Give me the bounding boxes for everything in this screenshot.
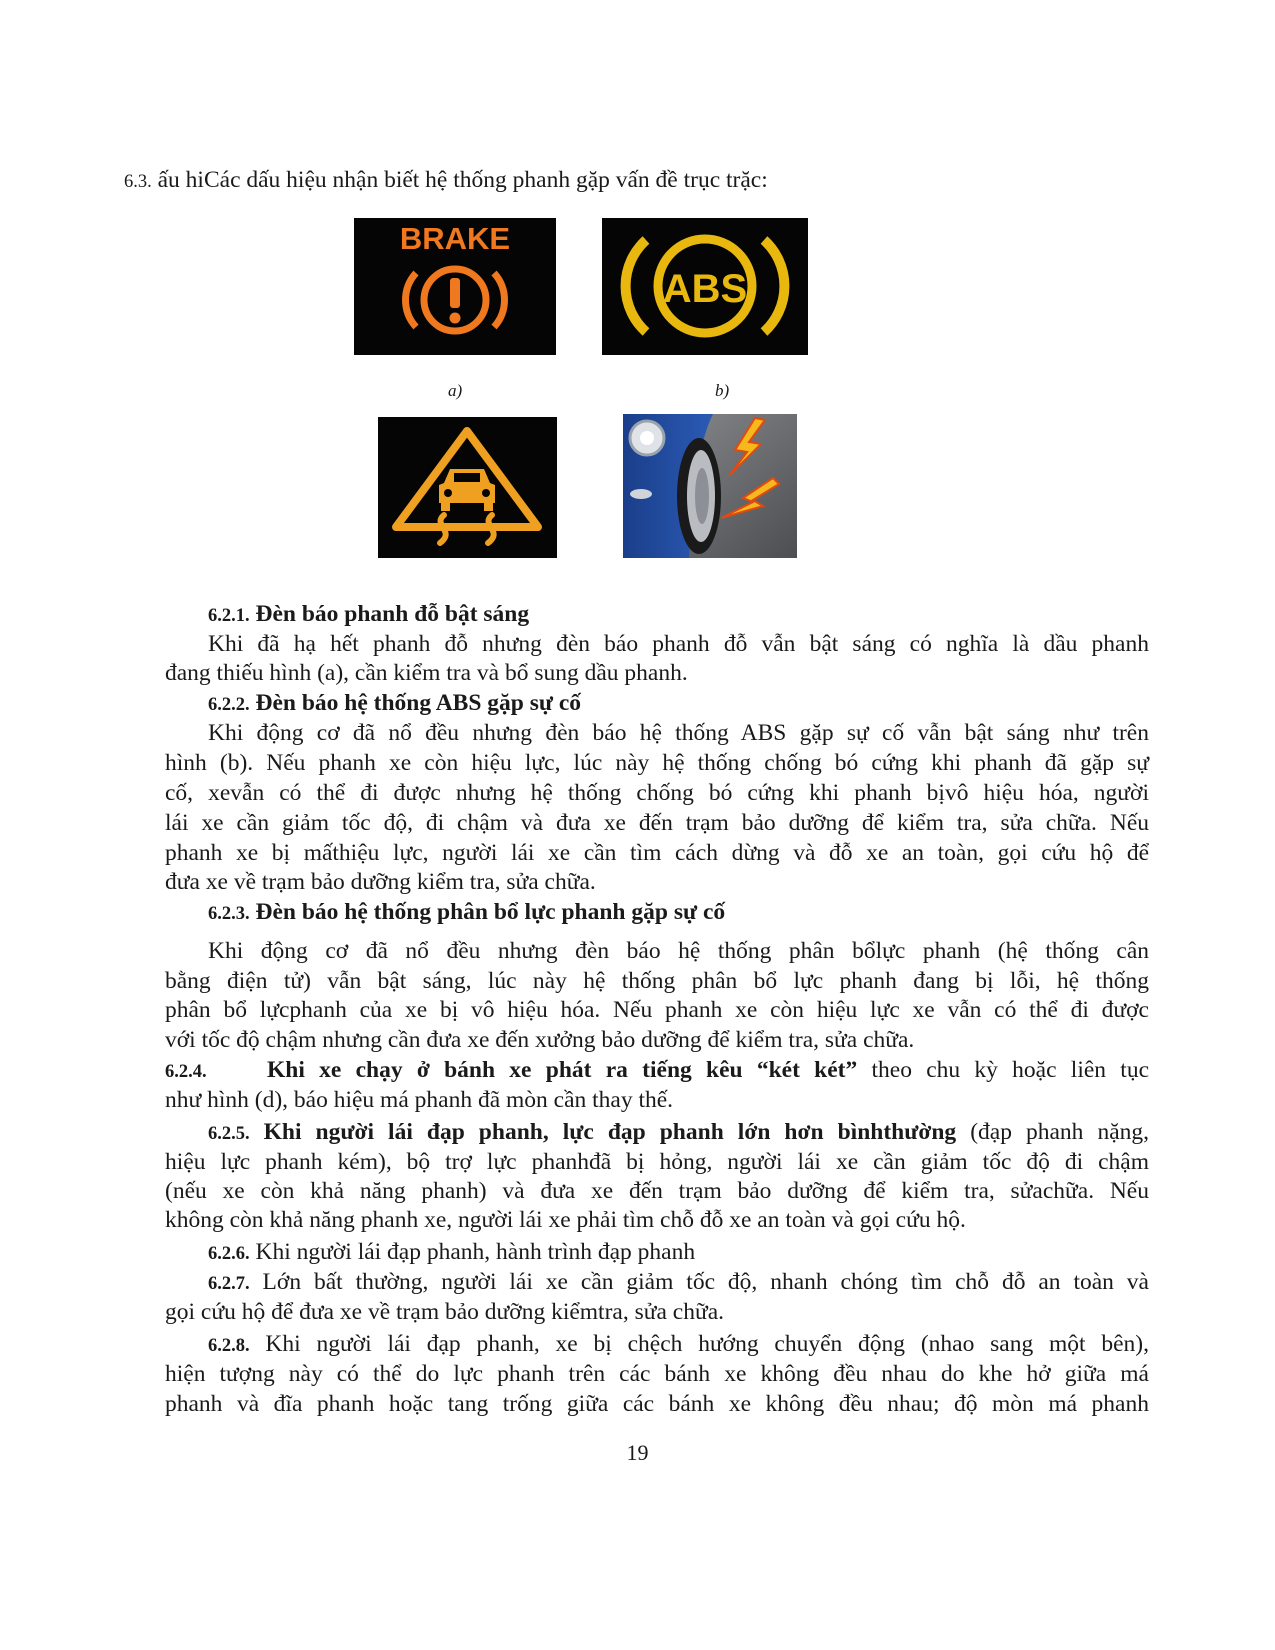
paragraph-line: lái xe cần giảm tốc độ, đi chậm và đưa xe đến trạm bảo dưỡng để kiểm tra, sửa chữa. Nếu [165, 810, 1149, 836]
abs-warning-icon [602, 218, 808, 355]
figure-caption-b: b) [715, 381, 730, 400]
paragraph-text: Lớn bất thường, người lái xe cần giảm tốc độ, nhanh chóng tìm chỗ đỗ an toàn và [262, 1269, 1149, 1295]
paragraph-6-2-7 [165, 1267, 1149, 1300]
brake-label: BRAKE [399, 221, 511, 256]
paragraph-line: như hình (d), báo hiệu má phanh đã mòn cần thay thế. [165, 1087, 674, 1113]
section-title: Đèn báo phanh đỗ bật sáng [255, 601, 530, 627]
paragraph-line: gọi cứu hộ để đưa xe về trạm bảo dưỡng kiểmtra, sửa chữa. [165, 1299, 724, 1325]
section-number: 6.3. [124, 172, 152, 192]
paragraph-line: phanh và đĩa phanh hoặc tang trống giữa các bánh xe không đều nhau; độ mòn má phanh [165, 1391, 1149, 1417]
paragraph-line: cố, xevẫn có thể đi được nhưng hệ thống chống bó cứng khi phanh bịvô hiệu hóa, người [165, 780, 1149, 806]
figure-caption-a: a) [448, 381, 463, 400]
heading-6-2-2 [208, 688, 581, 721]
paragraph-6-2-4 [165, 1055, 1149, 1088]
paragraph-line: không còn khả năng phanh xe, người lái xe phải tìm chỗ đỗ xe an toàn và gọi cứu hộ. [165, 1207, 966, 1233]
section-number: 6.2.8. [208, 1336, 250, 1356]
section-number: 6.2.7. [208, 1274, 250, 1294]
paragraph-line: Khi động cơ đã nổ đều nhưng đèn báo hệ thống ABS gặp sự cố vẫn bật sáng như trên [208, 720, 1149, 746]
paragraph-6-2-6 [208, 1237, 695, 1270]
section-intro [124, 165, 768, 198]
bold-phrase: Khi xe chạy ở bánh xe phát ra tiếng kêu “két két” [267, 1057, 858, 1083]
paragraph-line: với tốc độ chậm nhưng cần đưa xe đến xưởng bảo dưỡng để kiểm tra, sửa chữa. [165, 1027, 915, 1053]
paragraph-text: (đạp phanh nặng, [956, 1119, 1150, 1145]
paragraph-line: phanh xe bị mấthiệu lực, người lái xe cần tìm cách dừng và đỗ xe an toàn, gọi cứu hộ để [165, 840, 1149, 866]
section-title: Đèn báo hệ thống phân bổ lực phanh gặp sự cố [255, 899, 726, 925]
squealing-wheel-photo [623, 414, 797, 558]
paragraph-line: đang thiếu hình (a), cần kiểm tra và bổ sung dầu phanh. [165, 660, 688, 686]
bold-phrase: Khi người lái đạp phanh, lực đạp phanh lớn hơn bìnhthường [263, 1119, 957, 1145]
heading-6-2-3 [208, 897, 725, 930]
paragraph-line: phân bổ lựcphanh của xe bị vô hiệu hóa. Nếu phanh xe còn hiệu lực xe vẫn có thể đi được [165, 997, 1149, 1023]
paragraph-text: Khi người lái đạp phanh, hành trình đạp phanh [255, 1239, 696, 1265]
paragraph-line: hiệu lực phanh kém), bộ trợ lực phanhđã bị hỏng, người lái xe cần giảm tốc độ đi chậm [165, 1149, 1149, 1175]
heading-6-2-1 [208, 599, 529, 632]
section-number: 6.2.3. [208, 904, 250, 924]
paragraph-text: Khi người lái đạp phanh, xe bị chệch hướng chuyển động (nhao sang một bên), [265, 1331, 1149, 1357]
abs-label: ABS [662, 267, 748, 311]
paragraph-line: Khi đã hạ hết phanh đỗ nhưng đèn báo phanh đỗ vẫn bật sáng có nghĩa là dầu phanh [208, 631, 1149, 657]
section-number: 6.2.1. [208, 606, 250, 626]
paragraph-line: bằng điện tử) vẫn bật sáng, lúc này hệ thống phân bổ lực phanh đang bị lỗi, hệ thống [165, 968, 1149, 994]
section-number: 6.2.2. [208, 695, 250, 715]
page-number: 19 [626, 1440, 649, 1465]
section-intro-text: ấu hiCác dấu hiệu nhận biết hệ thống phanh gặp vấn đề trục trặc: [157, 167, 768, 193]
paragraph-6-2-8 [165, 1329, 1149, 1362]
section-title: Đèn báo hệ thống ABS gặp sự cố [255, 690, 582, 716]
brake-warning-icon [354, 218, 556, 355]
paragraph-line: hình (b). Nếu phanh xe còn hiệu lực, lúc này hệ thống chống bó cứng khi phanh đã gặp sự [165, 750, 1149, 776]
paragraph-line: (nếu xe còn khả năng phanh) và đưa xe đến trạm bảo dưỡng để kiểm tra, sửachữa. Nếu [165, 1178, 1149, 1204]
section-number: 6.2.6. [208, 1244, 250, 1264]
paragraph-line: Khi động cơ đã nổ đều nhưng đèn báo hệ thống phân bổlực phanh (hệ thống cân [208, 938, 1149, 964]
section-number: 6.2.5. [208, 1124, 250, 1144]
stability-control-warning-icon [378, 417, 557, 558]
paragraph-line: đưa xe về trạm bảo dưỡng kiểm tra, sửa chữa. [165, 869, 596, 895]
paragraph-6-2-5 [165, 1117, 1149, 1150]
section-number: 6.2.4. [165, 1062, 207, 1082]
paragraph-line: hiện tượng này có thể do lực phanh trên các bánh xe không đều nhau do khe hở giữa má [165, 1361, 1149, 1387]
paragraph-text: theo chu kỳ hoặc liên tục [857, 1057, 1150, 1083]
